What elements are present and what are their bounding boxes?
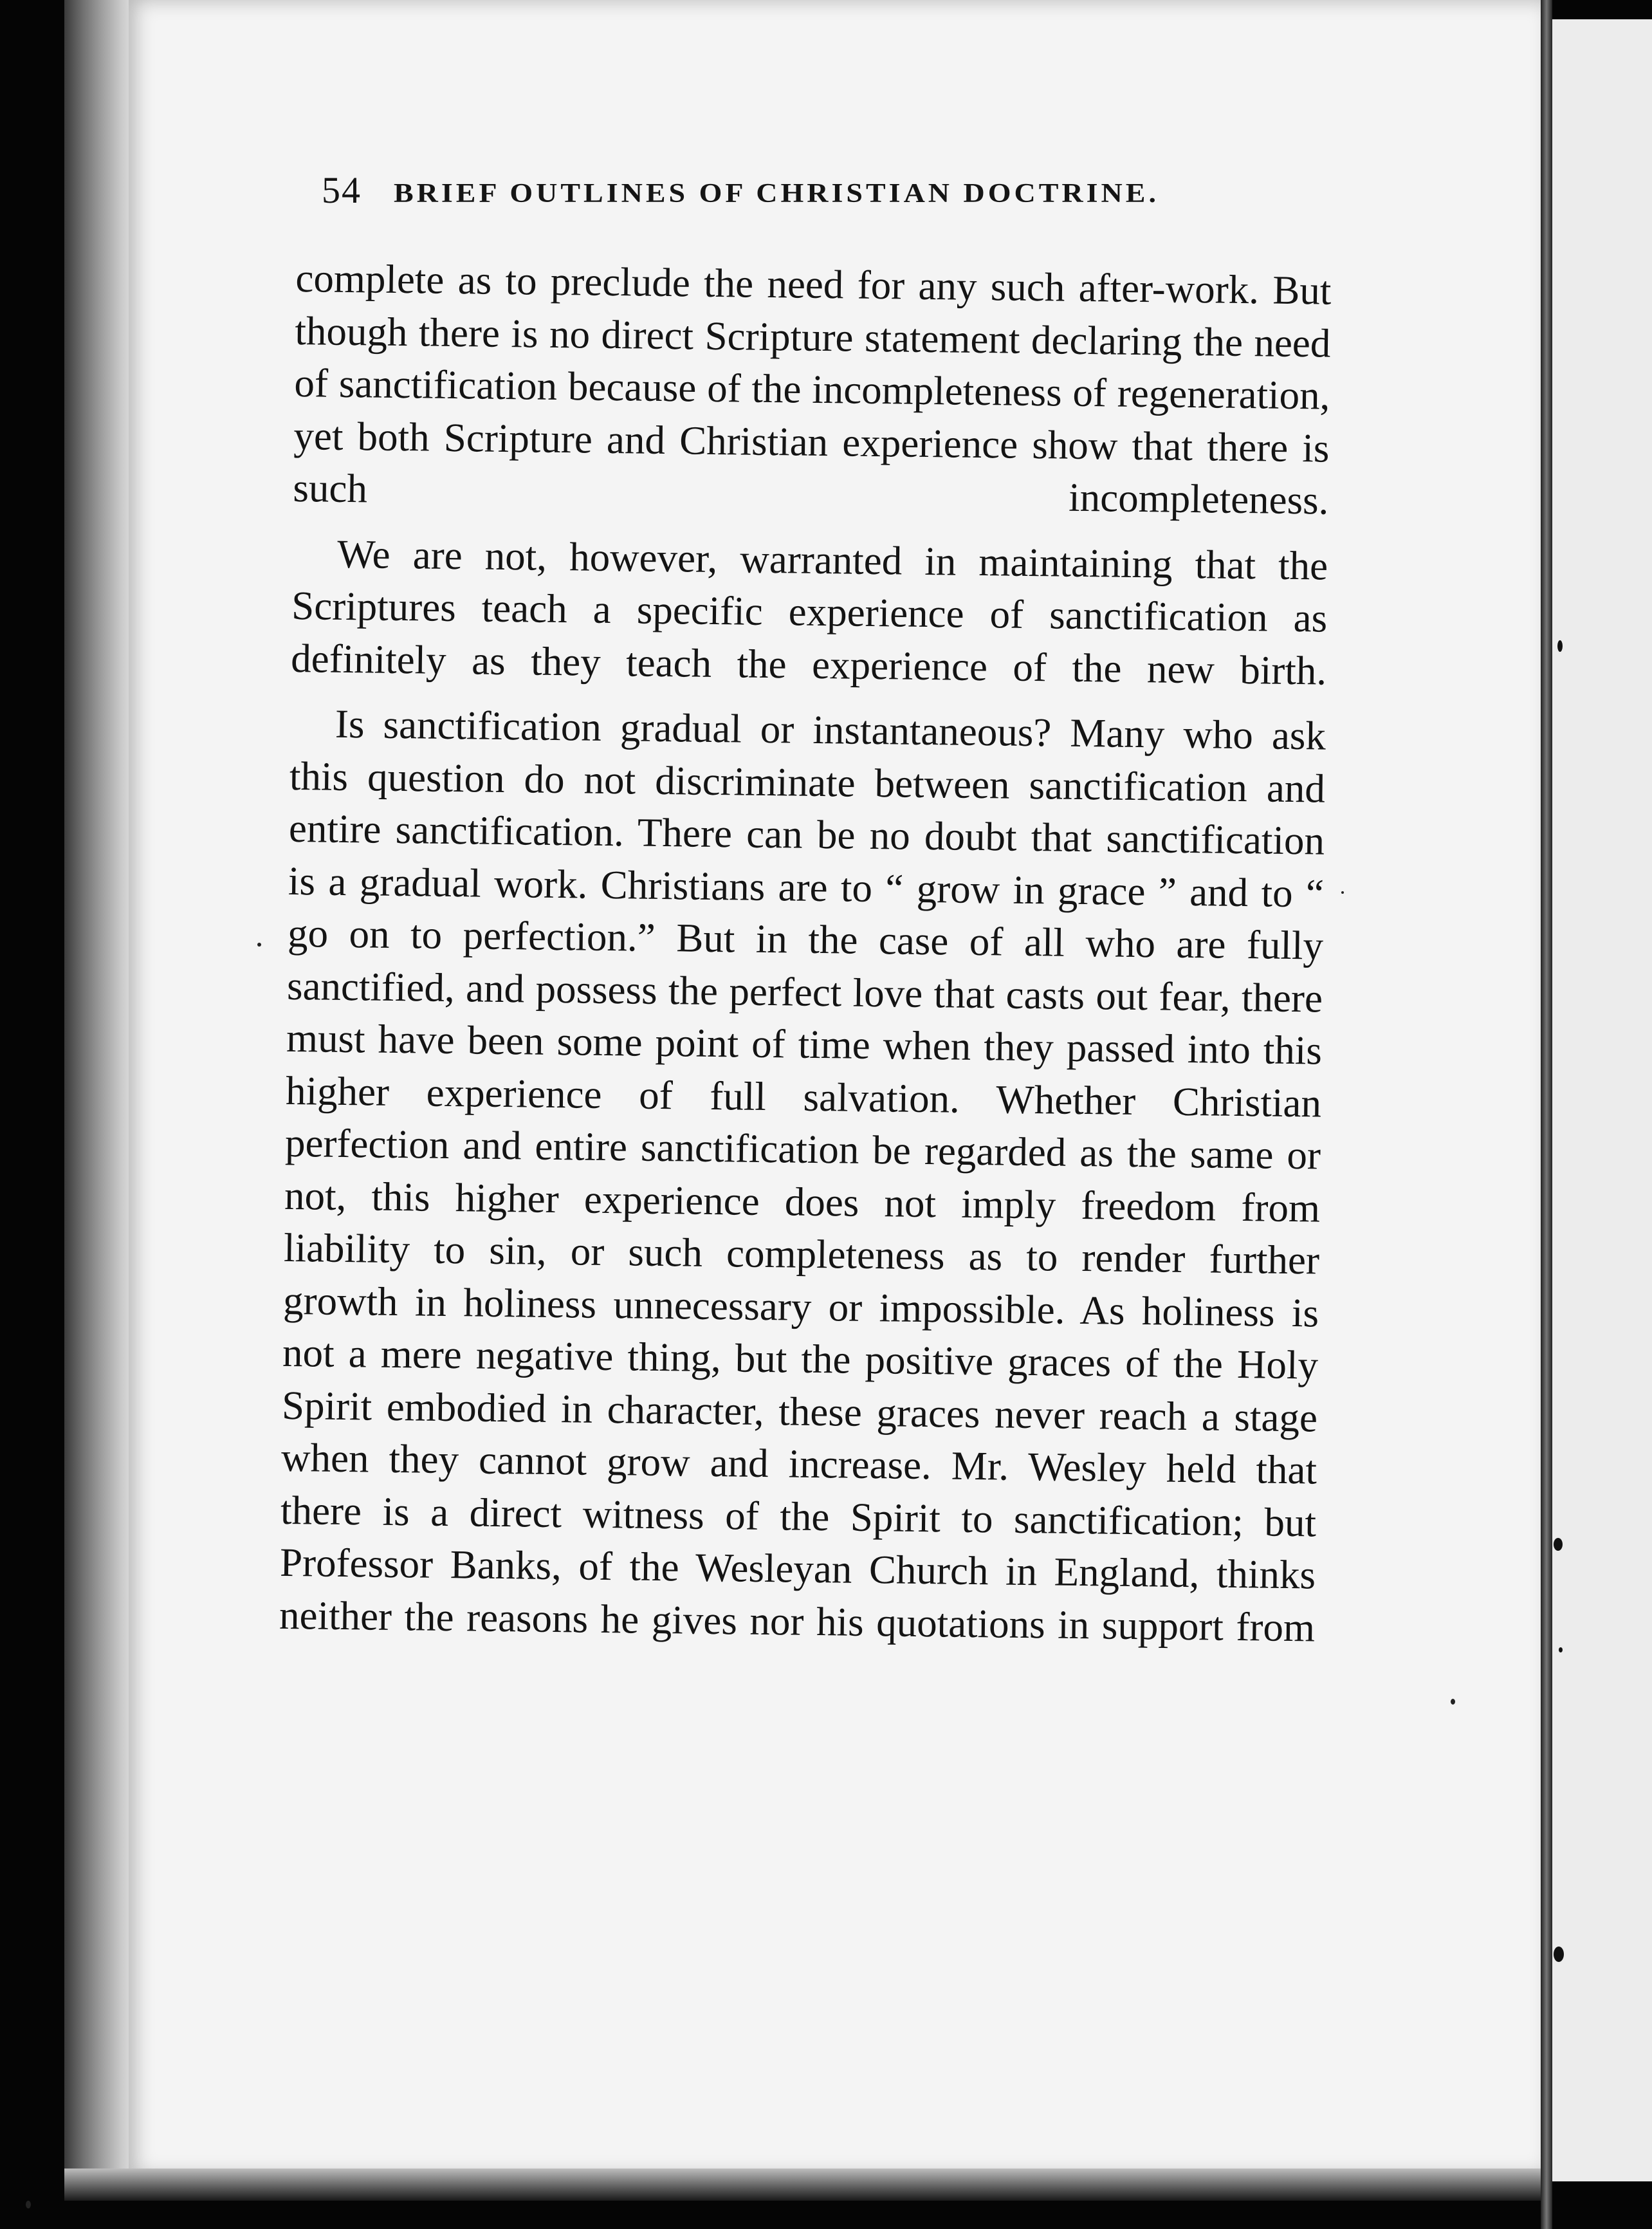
ink-speck xyxy=(1554,1947,1564,1962)
paragraph: We are not, however, warranted in maintaining that the Scriptures teach a specific experience of sanctification as definitely as they teach the experience of the new birth. xyxy=(290,531,1328,694)
page-bottom-edge xyxy=(64,2169,1544,2201)
paragraph: complete as to preclude the need for any such after-work. But though there is no direct Scripture statement declaring the need of sanctification because of the incompleteness of regeneration, yet both Scripture and Christian experience show that there is such incompleteness. xyxy=(293,255,1332,523)
page-header xyxy=(322,169,1235,212)
ink-speck xyxy=(1451,1699,1455,1705)
ink-speck xyxy=(1341,891,1344,894)
page-stack-edge xyxy=(64,0,135,2194)
paragraph: Is sanctification gradual or instantaneous? Many who ask this question do not discriminate between sanctification and entire sanctification. There can be no doubt that sanctification is a gradual work. Christians are to “ grow in grace ” and to “ go on to perfection.” But in the case of all who are fully sanctified, and possess the perfect love that casts out fear, there must have been some point of time when they passed into this higher experience of full salvation. Whether Christian perfection and entire sanctification be regarded as the same or not, this higher experience does not imply freedom from liability to sin, or such completeness as to render further growth in holiness unnecessary or impossible. As holiness is not a mere negative thing, but the positive graces of the Holy Spirit embodied in character, these graces never reach a stage when they cannot grow and increase. Mr. Wesley held that there is a direct witness of the Spirit to sanctification; but Professor Banks, of the Wesleyan Church in England, thinks neither the reasons he gives nor his quotations in support from xyxy=(279,701,1326,1651)
ink-speck xyxy=(26,2201,31,2208)
body-text xyxy=(279,252,1332,1667)
facing-page-edge xyxy=(1552,19,1652,2181)
page-number: 54 xyxy=(322,169,362,211)
ink-speck xyxy=(1557,640,1563,652)
ink-speck xyxy=(1554,1538,1563,1551)
ink-speck xyxy=(1559,1647,1563,1652)
ink-speck xyxy=(257,943,261,947)
book-gutter xyxy=(1541,0,1552,2229)
running-title: BRIEF OUTLINES OF CHRISTIAN DOCTRINE. xyxy=(394,178,1159,208)
